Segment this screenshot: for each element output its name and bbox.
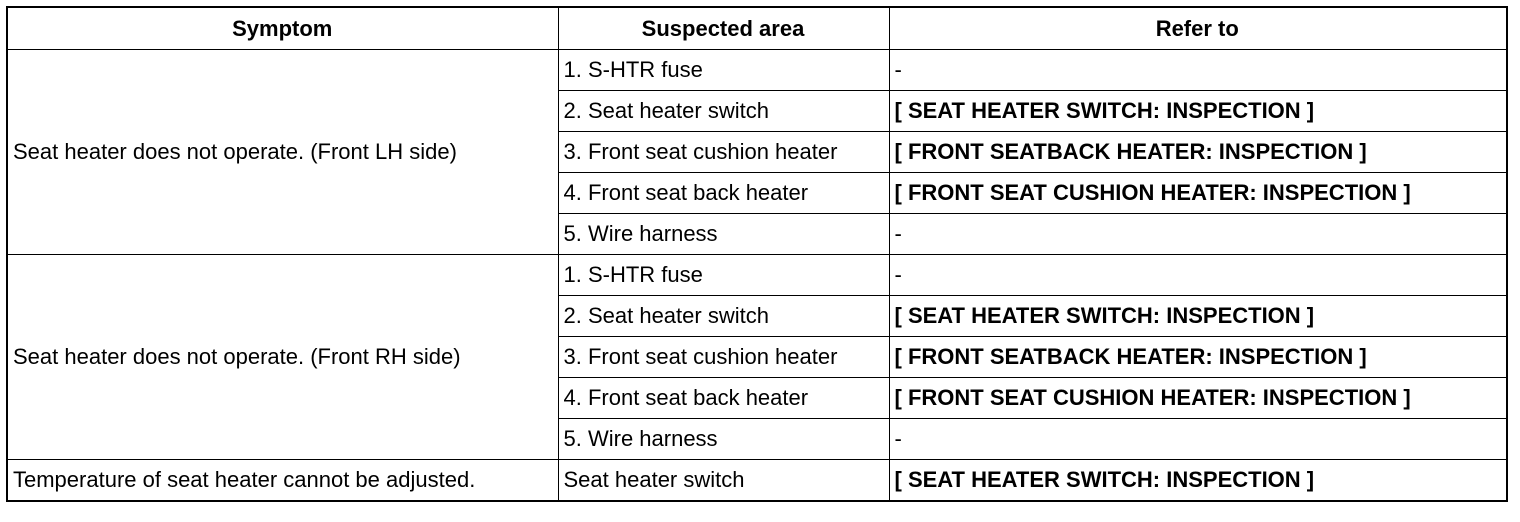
refer-to-link[interactable]: [ FRONT SEATBACK HEATER: INSPECTION ]	[889, 132, 1507, 173]
refer-to-link[interactable]: [ FRONT SEAT CUSHION HEATER: INSPECTION ]	[889, 173, 1507, 214]
refer-to-cell: -	[889, 50, 1507, 91]
suspected-area-cell: 3. Front seat cushion heater	[558, 132, 889, 173]
symptom-cell: Seat heater does not operate. (Front RH side)	[7, 255, 558, 460]
symptom-cell: Temperature of seat heater cannot be adjusted.	[7, 460, 558, 502]
table-row	[7, 50, 1507, 91]
table-container	[6, 6, 1508, 502]
suspected-area-cell: 1. S-HTR fuse	[558, 255, 889, 296]
suspected-area-cell: 4. Front seat back heater	[558, 378, 889, 419]
suspected-area-cell: 2. Seat heater switch	[558, 91, 889, 132]
refer-to-link[interactable]: [ SEAT HEATER SWITCH: INSPECTION ]	[889, 296, 1507, 337]
symptom-table	[6, 6, 1508, 502]
refer-to-link[interactable]: [ FRONT SEAT CUSHION HEATER: INSPECTION ]	[889, 378, 1507, 419]
refer-to-cell: -	[889, 419, 1507, 460]
refer-to-link[interactable]: [ FRONT SEATBACK HEATER: INSPECTION ]	[889, 337, 1507, 378]
suspected-area-cell: 2. Seat heater switch	[558, 296, 889, 337]
table-row	[7, 460, 1507, 502]
table-row	[7, 255, 1507, 296]
refer-to-cell: -	[889, 255, 1507, 296]
suspected-area-cell: 5. Wire harness	[558, 419, 889, 460]
refer-to-cell: -	[889, 214, 1507, 255]
header-refer-to: Refer to	[889, 7, 1507, 50]
suspected-area-cell: 5. Wire harness	[558, 214, 889, 255]
refer-to-link[interactable]: [ SEAT HEATER SWITCH: INSPECTION ]	[889, 91, 1507, 132]
header-symptom: Symptom	[7, 7, 558, 50]
symptom-cell: Seat heater does not operate. (Front LH side)	[7, 50, 558, 255]
refer-to-link[interactable]: [ SEAT HEATER SWITCH: INSPECTION ]	[889, 460, 1507, 502]
header-suspected-area: Suspected area	[558, 7, 889, 50]
header-row	[7, 7, 1507, 50]
suspected-area-cell: 1. S-HTR fuse	[558, 50, 889, 91]
suspected-area-cell: 4. Front seat back heater	[558, 173, 889, 214]
suspected-area-cell: 3. Front seat cushion heater	[558, 337, 889, 378]
suspected-area-cell: Seat heater switch	[558, 460, 889, 502]
